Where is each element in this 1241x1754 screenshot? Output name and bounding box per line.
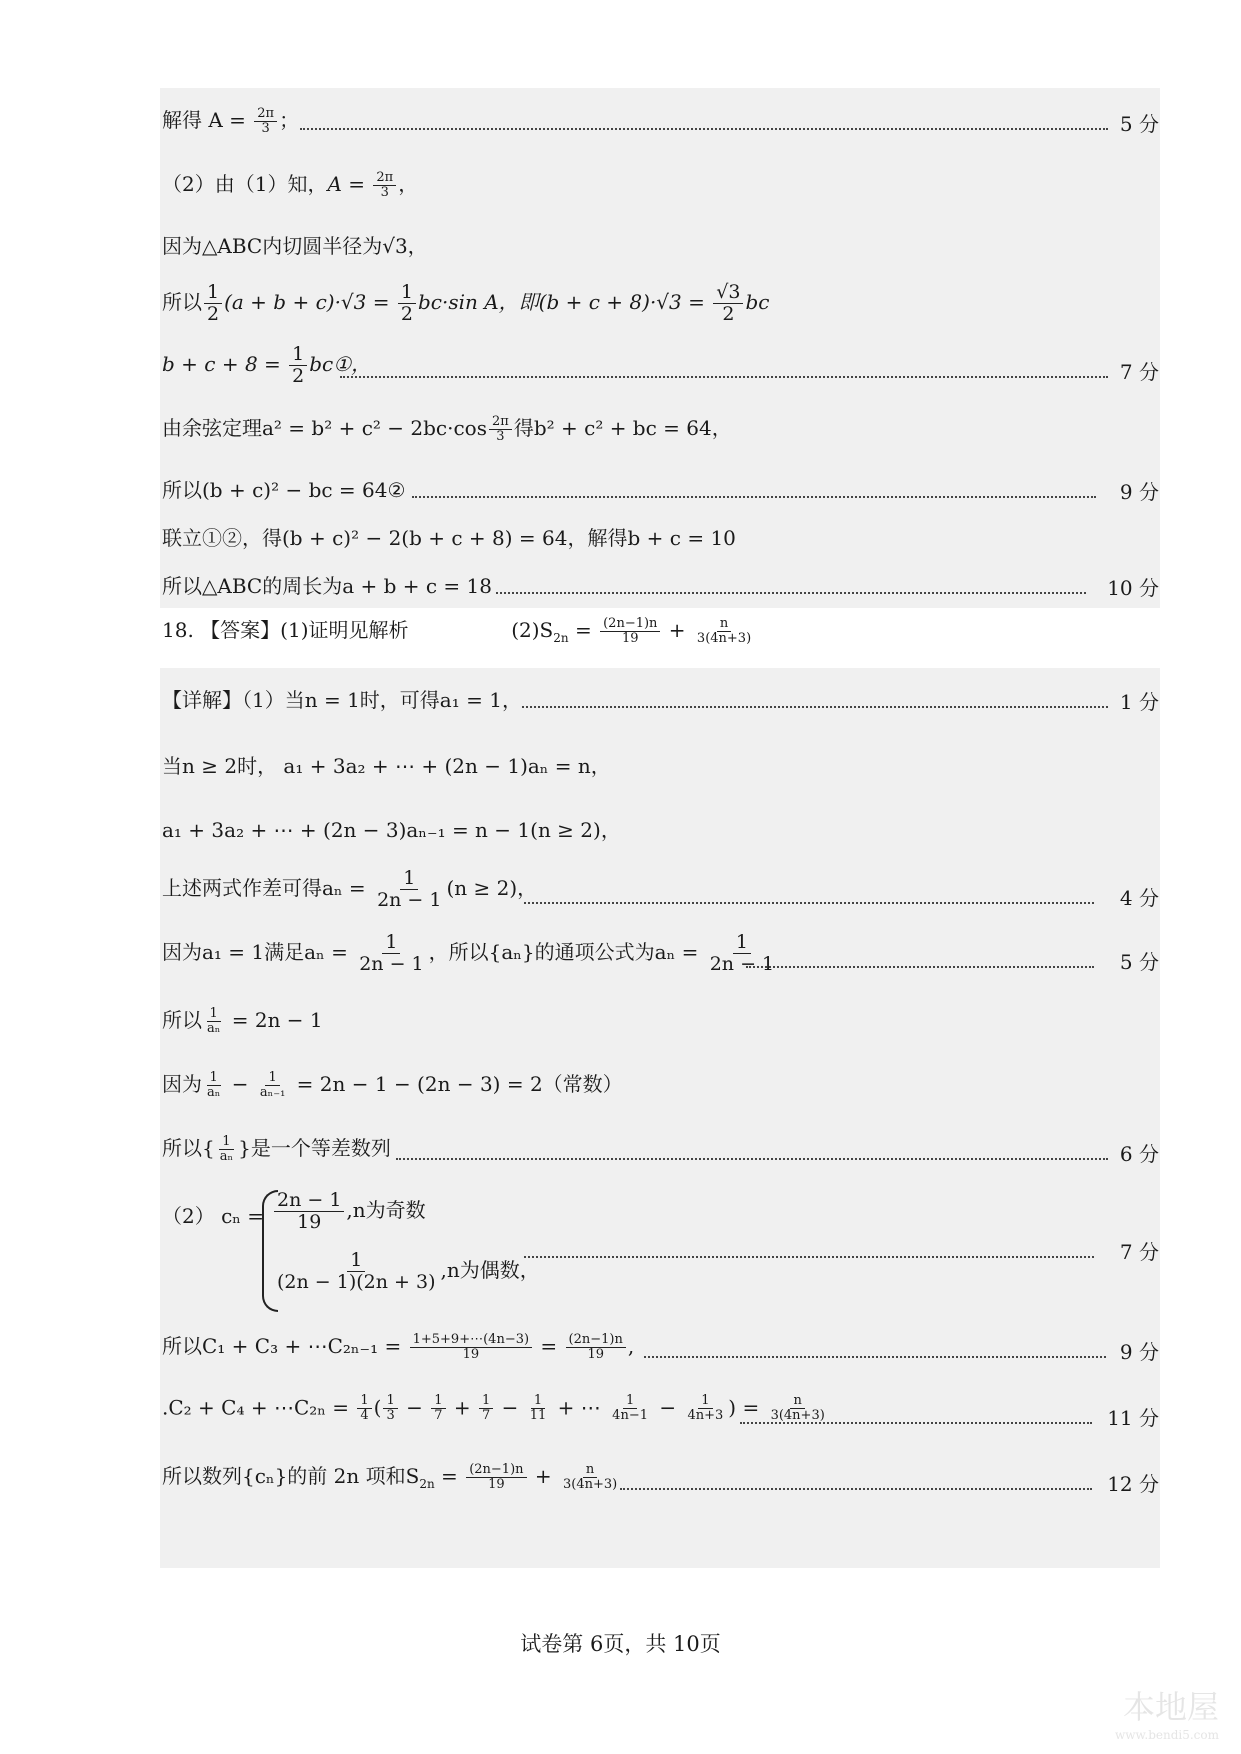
line-area-equation: 所以 $\frac{1}{2}$ (a + b + c)·√3 = $\frac{1}{2}$ bc·sin A，即(b + c + 8)·√3 = $\frac{√3}{2}$ bc: [162, 281, 770, 325]
line-incircle: 因为△ABC内切圆半径为√3，: [162, 234, 428, 258]
score-5: 5 分: [1119, 112, 1159, 136]
detail-general-term: 因为a₁ = 1满足aₙ = $\frac{1}{2n - 1}$ ，所以{aₙ}的通项公式为aₙ = $\frac{1}{2n - 1}$: [162, 931, 775, 975]
piecewise-case-even: $\frac{1}{(2n - 1)(2n + 3)}$ ,n为偶数，: [277, 1249, 540, 1293]
line-equation-2: 所以(b + c)² − bc = 64②: [162, 478, 406, 502]
line-perimeter: 所以△ABC的周长为a + b + c = 18: [162, 574, 492, 598]
dot-leader: [524, 902, 1094, 904]
page-footer: 试卷第 6页，共 10页: [520, 1632, 721, 1656]
detail-n2: 当n ≥ 2时， a₁ + 3a₂ + ⋯ + (2n − 1)aₙ = n，: [162, 754, 611, 778]
line-solve-a: 解得 A = $\frac{2\pi}{3}$ ；: [162, 105, 300, 136]
dot-leader: [396, 1158, 1108, 1160]
line-part2-intro: （2）由（1）知，A = $\frac{2\pi}{3}$ ，: [162, 169, 419, 200]
dot-leader: [496, 592, 1086, 594]
dot-leader: [740, 1422, 1092, 1424]
detail-difference-const: 因为 $\frac{1}{\text{aₙ}}$ − $\frac{1}{\text{aₙ₋₁}}$ = 2n − 1 − (2n − 3) = 2（常数）: [162, 1069, 623, 1100]
detail-n1: 【详解】（1）当n = 1时，可得a₁ = 1，: [162, 688, 522, 712]
watermark-logo: [1115, 1682, 1219, 1742]
score-10: 10 分: [1107, 576, 1159, 600]
detail-arith-seq: 所以{ $\frac{1}{\text{aₙ}}$ }是一个等差数列: [162, 1133, 391, 1164]
dot-leader: [300, 128, 1108, 130]
dot-leader: [412, 496, 1096, 498]
detail-odd-sum: 所以C₁ + C₃ + ⋯C₂ₙ₋₁ = $\frac{1+5+9+\cdots(4n-3)}{19}$ = $\frac{(2n-1)n}{19}$ ,: [162, 1331, 635, 1362]
dot-leader: [746, 966, 1094, 968]
detail-diff: 上述两式作差可得aₙ = $\frac{1}{2n - 1}$ (n ≥ 2)，: [162, 867, 538, 911]
line-equation-1: b + c + 8 = $\frac{1}{2}$ bc①，: [162, 343, 372, 387]
answer-18: 18. 【答案】(1)证明见解析 $(2)S_{2n}$ = $\frac{(2n-1)n}{19}$ + $\frac{n}{3(4n+3)}$: [162, 615, 752, 646]
dot-leader: [620, 1488, 1092, 1490]
score-1: 1 分: [1119, 690, 1159, 714]
dot-leader: [524, 1256, 1094, 1258]
detail-reciprocal: 所以 $\frac{1}{\text{aₙ}}$ = 2n − 1: [162, 1005, 323, 1036]
score-12: 12 分: [1107, 1472, 1159, 1496]
line-cosine-law: 由余弦定理a² = b² + c² − 2bc·cos $\frac{2\pi}{3}$ 得b² + c² + bc = 64，: [162, 413, 732, 444]
detail-cn-piecewise: （2） cₙ =: [162, 1204, 265, 1228]
watermark-name: 本地屋: [1122, 1688, 1219, 1726]
dot-leader: [340, 376, 1108, 378]
score-9b: 9 分: [1119, 1340, 1159, 1364]
solution-block-18: [160, 668, 1160, 1568]
dot-leader: [644, 1356, 1106, 1358]
piecewise-case-odd: $\frac{2n - 1}{19}$ ,n为奇数: [272, 1190, 1161, 1233]
watermark-url: www.bendi5.com: [1114, 1728, 1219, 1742]
line-combine: 联立①②，得(b + c)² − 2(b + c + 8) = 64，解得b + c = 10: [162, 526, 736, 550]
score-7b: 7 分: [1119, 1240, 1159, 1264]
score-7: 7 分: [1119, 360, 1159, 384]
dot-leader: [522, 706, 1108, 708]
detail-final-sum: 所以数列{cₙ}的前 2n 项和$S_{2n}$ = $\frac{(2n-1)n}{19}$ + $\frac{n}{3(4n+3)}$: [162, 1461, 618, 1492]
score-11: 11 分: [1107, 1406, 1159, 1430]
detail-n3: a₁ + 3a₂ + ⋯ + (2n − 3)aₙ₋₁ = n − 1(n ≥ 2)，: [162, 818, 621, 842]
score-6: 6 分: [1119, 1142, 1159, 1166]
detail-even-sum: .C₂ + C₄ + ⋯C₂ₙ = $\frac{1}{4}$ ( $\frac{1}{3}$ − $\frac{1}{7}$ + $\frac{1}{7}$ − $\frac{1}{11}$ + ⋯ $\frac{1}{4n-1}$ − $\frac{1}{4n+3}$ ) = $\frac{n}{3(4n+3)}$: [162, 1393, 825, 1424]
score-5b: 5 分: [1119, 950, 1159, 974]
score-9: 9 分: [1119, 480, 1159, 504]
score-4: 4 分: [1119, 886, 1159, 910]
